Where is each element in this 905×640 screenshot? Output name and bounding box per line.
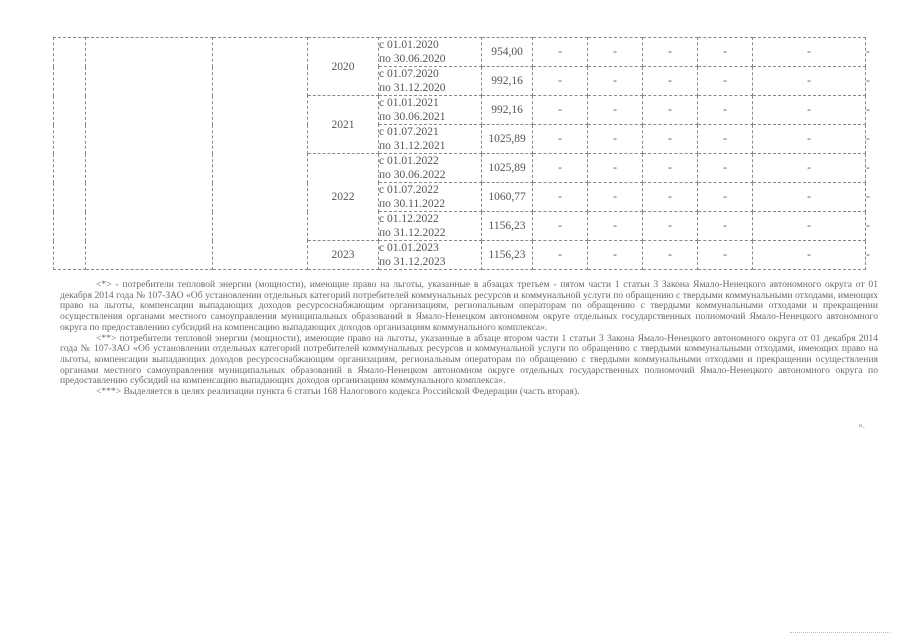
blank-cell [213,38,308,270]
footnote-2: <**> потребители тепловой энергии (мощности), имеющие право на льготы, указанные в абзаце втором части 1 статьи 3 Закона Ямало-Ненецкого автономного округа от 01 декабря 2014 года № 107-ЗАО «Об установлении отдельных категорий потребителей коммунальных ресурсов и коммунальной услуги по обращению с твердыми коммунальными отходами, имеющих право на льготы, компенсации выпадающих доходов ресурсоснабжающим организациям, региональным операторам по обращению с твердыми коммунальными отходами и прекращении осуществления органами местного самоуправления муниципальных образований в Ямало-Ненецком автономном округе отдельных государственных полномочий Ямало-Ненецкого автономного округа по предоставлению субсидий на компенсацию выпадающих доходов организациям коммунального комплекса». [60,332,878,387]
tariff-value-cell: 1025,89 [482,125,533,154]
period-cell [379,154,482,183]
dash-cell: - [698,241,753,270]
dash-cell: - [588,154,643,183]
period-to: по 30.06.2021 [379,111,446,123]
dash-cell: - [533,183,588,212]
period-to: по 31.12.2021 [379,140,446,152]
period-from: с 01.01.2020 [379,39,439,51]
dash-cell: - [643,38,698,67]
table-row: 2020 с 01.01.2020 по 30.06.2020 954,00 - - - - - - [54,38,866,67]
dash-cell: - [698,154,753,183]
period-cell [379,96,482,125]
dash-cell: - [588,241,643,270]
table-row: с 01.07.2020 по 31.12.2020 992,16 - - - - - - [379,68,870,94]
dash-cell: - [753,183,866,212]
period-to: по 31.12.2023 [379,256,446,268]
footnote-3: <***> Выделяется в целях реализации пункта 6 статьи 168 Налогового кодекса Российской Федерации (часть вторая). [96,386,580,398]
tariff-table [53,37,870,270]
dash-cell: - [753,241,866,270]
tariff-value-cell: 1025,89 [482,154,533,183]
dash-cell: - [588,38,643,67]
tariff-value-cell: 992,16 [482,96,533,125]
period-from: с 01.07.2020 [379,68,439,80]
period-from: с 01.01.2022 [379,155,439,167]
table-row: с 01.12.2022 по 31.12.2022 1156,23 - - - - - - [379,213,870,239]
scan-artifact-line [790,632,890,633]
dash-cell: - [533,38,588,67]
tariff-value-cell: 992,16 [482,67,533,96]
footnote-1: <*> - потребители тепловой энергии (мощности), имеющие право на льготы, указанные в абзацах третьем - пятом части 1 статьи 3 Закона Ямало-Ненецкого автономного округа от 01 декабря 2014 года № 107-ЗАО «Об установлении отдельных категорий потребителей коммунальных ресурсов и коммунальной услуги по обращению с твердыми коммунальными отходами, имеющих право на льготы, компенсации выпадающих доходов ресурсоснабжающим организациям, региональным операторам по обращению с твердыми коммунальными отходами и прекращении осуществления органами местного самоуправления муниципальных образований в Ямало-Ненецком автономном округе отдельных государственных полномочий Ямало-Ненецкого автономного округа по предоставлению субсидий на компенсацию выпадающих доходов организациям коммунального комплекса». [60,279,878,333]
period-to: по 30.11.2022 [379,198,446,210]
dash-cell: - [698,38,753,67]
dash-cell: - [643,96,698,125]
dash-cell: - [643,212,698,241]
dash-cell: - [698,183,753,212]
period-from: с 01.07.2022 [379,184,439,196]
dash-cell: - [588,67,643,96]
table-row: 2023 с 01.01.2023 по 31.12.2023 1156,23 - - - - - - [54,241,866,270]
blank-cell [86,38,213,270]
year-cell: 2023 [308,241,379,270]
blank-cell [54,38,86,270]
dash-cell: - [753,38,866,67]
dash-cell: - [753,96,866,125]
dash-cell: - [533,67,588,96]
dash-cell: - [533,96,588,125]
page-mark: ». [858,420,865,430]
table-row: 2022 с 01.01.2022 по 30.06.2022 1025,89 - - - - - - [54,154,866,183]
period-to: по 30.06.2020 [379,53,446,65]
dash-cell: - [588,125,643,154]
dash-cell: - [533,241,588,270]
period-cell [379,38,482,67]
period-cell [379,67,482,96]
dash-cell: - [588,96,643,125]
period-from: с 01.01.2021 [379,97,439,109]
tariff-value-cell: 1156,23 [482,212,533,241]
period-cell [379,241,482,270]
dash-cell: - [753,125,866,154]
dash-cell: - [588,183,643,212]
period-to: по 31.12.2022 [379,227,446,239]
dash-cell: - [533,154,588,183]
dash-cell: - [698,212,753,241]
dash-cell: - [533,212,588,241]
dash-cell: - [588,212,643,241]
dash-cell: - [753,67,866,96]
year-cell: 2022 [308,154,379,241]
dash-cell: - [753,212,866,241]
dash-cell: - [698,67,753,96]
dash-cell: - [643,241,698,270]
dash-cell: - [698,125,753,154]
period-cell [379,125,482,154]
period-cell [379,212,482,241]
tariff-value-cell: 1060,77 [482,183,533,212]
dash-cell: - [698,96,753,125]
dash-cell: - [643,154,698,183]
table-row: с 01.07.2021 по 31.12.2021 1025,89 - - - - - - [379,126,870,152]
tariff-value-cell: 1156,23 [482,241,533,270]
year-cell: 2021 [308,96,379,154]
period-cell [379,183,482,212]
period-from: с 01.07.2021 [379,126,439,138]
table-row: с 01.07.2022 по 30.11.2022 1060,77 - - - - - - [379,184,870,210]
period-from: с 01.12.2022 [379,213,439,225]
dash-cell: - [533,125,588,154]
dash-cell: - [643,125,698,154]
period-from: с 01.01.2023 [379,242,439,254]
period-to: по 31.12.2020 [379,82,446,94]
table-row: 2021 с 01.01.2021 по 30.06.2021 992,16 - - - - - - [54,96,866,125]
dash-cell: - [753,154,866,183]
dash-cell: - [643,67,698,96]
dash-cell: - [643,183,698,212]
tariff-value-cell: 954,00 [482,38,533,67]
period-to: по 30.06.2022 [379,169,446,181]
footnotes [60,280,878,398]
year-cell: 2020 [308,38,379,96]
